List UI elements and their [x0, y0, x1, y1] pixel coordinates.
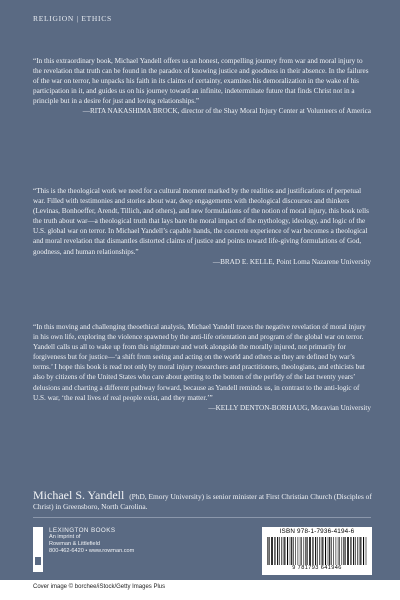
category-label: RELIGION | ETHICS	[33, 14, 112, 23]
barcode-bar	[363, 537, 364, 567]
quote-attribution: —BRAD E. KELLE, Point Loma Nazarene University	[212, 257, 371, 266]
barcode-bar	[301, 537, 302, 567]
barcode-bar	[350, 537, 351, 567]
publisher-name: LEXINGTON BOOKS	[49, 527, 116, 534]
barcode-bar	[345, 537, 346, 567]
author-bio-text: (PhD, Emory University) is senior minister at First Christian Church (Disciples of Christ) in Greensboro, North Carolina.	[33, 492, 372, 512]
barcode-bar	[321, 537, 322, 567]
barcode-bar	[331, 537, 332, 567]
endorsement-quote-1	[33, 56, 371, 117]
barcode-bar	[347, 537, 349, 567]
author-name: Michael S. Yandell	[33, 488, 125, 502]
barcode	[262, 527, 372, 575]
barcode-bar	[307, 537, 308, 567]
barcode-bar	[284, 537, 285, 567]
barcode-bar	[355, 537, 356, 567]
quote-text: “In this moving and challenging theoethical analysis, Michael Yandell traces the negative revelation of moral injury in his own life, exploring the violence spawned by the anti-life orientation and program of the global war on terror. Yandell calls us all to wake up from this nightmare and work alongside the morally injured, not primarily for forgiveness but for justice—‘a shift from seeing and acting on the world and others as they are defined by war’s terms.’ I hope this book is read not only by moral injury researchers and practitioners, theologians, and ethicists but also by citizens of the United States who care about getting to the bottom of the perfidy of the last twenty years’ delusions and charting a different pathway forward, because as Yandell reminds us, in contrast to the anti-logic of U.S. war, ‘the real lives of real people exist, and they matter.’”	[33, 323, 366, 402]
barcode-bar	[293, 537, 294, 567]
divider	[33, 517, 371, 518]
endorsement-quote-2	[33, 186, 371, 267]
barcode-bar	[342, 537, 343, 567]
barcode-bar	[360, 537, 361, 567]
barcode-bar	[366, 537, 367, 567]
barcode-bar	[338, 537, 339, 567]
barcode-bar	[277, 537, 278, 567]
publisher-block	[33, 527, 163, 573]
quote-attribution: —RITA NAKASHIMA BROCK, director of the Shay Moral Injury Center at Volunteers of America	[82, 107, 371, 116]
barcode-bar	[291, 537, 292, 567]
barcode-bar	[353, 537, 354, 567]
barcode-bar	[317, 537, 318, 567]
publisher-website: www.rowman.com	[88, 548, 135, 554]
barcode-bars	[266, 537, 368, 567]
cover-image-credit: Cover image © borchee/iStock/Getty Images Plus	[33, 584, 166, 590]
barcode-bar	[336, 537, 337, 567]
publisher-info	[49, 527, 134, 555]
quote-attribution: —KELLY DENTON-BORHAUG, Moravian University	[208, 403, 371, 412]
barcode-bar	[325, 537, 326, 567]
barcode-bar	[343, 537, 344, 567]
barcode-bar	[339, 537, 340, 567]
barcode-bar	[298, 537, 299, 567]
barcode-bar	[290, 537, 291, 567]
publisher-phone: 800-462-6420	[49, 548, 84, 554]
quote-text: “In this extraordinary book, Michael Yandell offers us an honest, compelling journey from war and moral injury to the revelation that truth can be found in the paradox of knowing justice and goodness in their absence. In the failures of the war on terror, he unpacks his faith in its claims of certainty, examines his demoralization in the wake of his participation in it, and guides us on his journey toward an infinite, indeterminate future that finds Christ not in a principle but in a desire for just and loving relationships.”	[33, 57, 369, 106]
barcode-number: 9 781793 641946	[264, 565, 370, 571]
barcode-bar	[274, 537, 275, 567]
author-bio	[33, 490, 373, 513]
barcode-bar	[300, 537, 301, 567]
imprint-line-1: An imprint of	[49, 534, 81, 540]
barcode-bar	[281, 537, 282, 567]
barcode-bar	[269, 537, 270, 567]
barcode-bar	[359, 537, 360, 567]
publisher-logo-icon	[33, 527, 43, 572]
barcode-bar	[267, 537, 268, 567]
barcode-bar	[295, 537, 296, 567]
barcode-bar	[319, 537, 320, 567]
barcode-bar	[304, 537, 305, 567]
quote-text: “This is the theological work we need for a cultural moment marked by the realities and justifications of perpetual war. Filled with testimonies and stories about war, deep engagements with theological discourses and thinkers (Levinas, Bonhoeffer, Arendt, Tillich, and others), and new formulations of the notion of moral injury, this book tells the truth about war—a theological truth that lays bare the moral impact of the mythology, ideology, and logic of the U.S. global war on terror. In Michael Yandell’s capable hands, the concrete experience of war becomes a theological and moral revelation that dismantles distorted claims of justice and points toward life-giving formulations of God, goodness, and human relationships.”	[33, 187, 369, 256]
imprint-line-2: Rowman & Littlefield	[49, 541, 100, 547]
barcode-bar	[283, 537, 284, 567]
barcode-bar	[312, 537, 313, 567]
isbn-label: ISBN 978-1-7936-4194-6	[279, 528, 355, 535]
barcode-bar	[322, 537, 323, 567]
publisher-contact: 800-462-6420 • www.rowman.com	[49, 548, 135, 554]
endorsement-quote-3	[33, 322, 371, 413]
barcode-bar	[271, 537, 273, 567]
barcode-bar	[315, 537, 316, 567]
barcode-bar	[305, 537, 306, 567]
barcode-bar	[328, 537, 329, 567]
barcode-bar	[279, 537, 280, 567]
barcode-bar	[309, 537, 311, 567]
barcode-bar	[329, 537, 330, 567]
barcode-bar	[287, 537, 288, 567]
barcode-bar	[357, 537, 358, 567]
barcode-bar	[333, 537, 334, 567]
